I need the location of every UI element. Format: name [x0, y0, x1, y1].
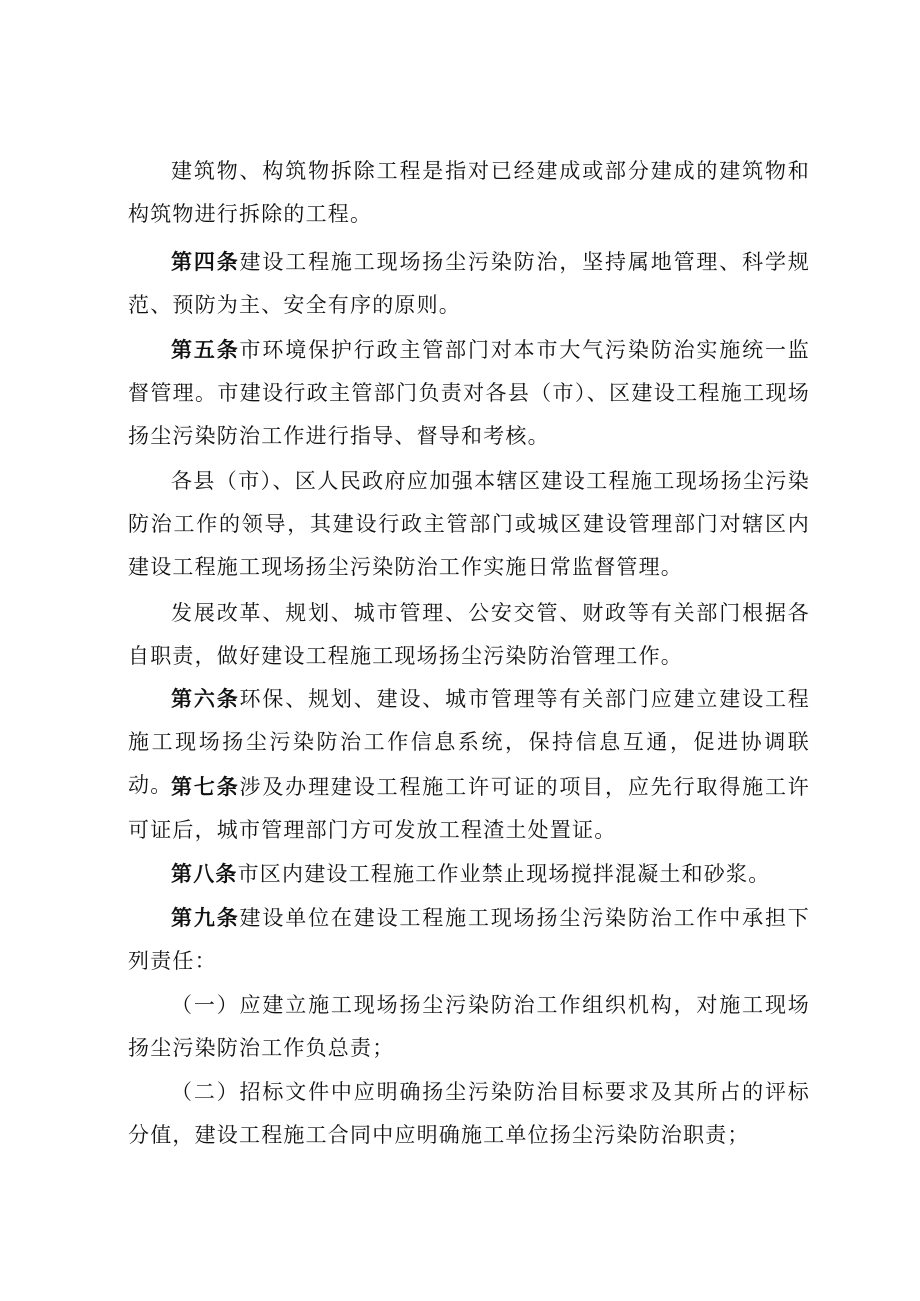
paragraph-text: （一）应建立施工现场扬尘污染防治工作组织机构，对施工现场扬尘污染防治工作负总责；	[128, 993, 810, 1060]
paragraph-text: 涉及办理建设工程施工许可证的项目，应先行取得施工许可证后，城市管理部门方可发放工程渣土处置证。	[128, 775, 811, 842]
article-lead: 第七条	[171, 774, 240, 799]
article-lead: 第八条	[171, 861, 238, 886]
article-lead: 第四条	[171, 249, 240, 274]
paragraph-text: 建筑物、构筑物拆除工程是指对已经建成或部分建成的建筑物和构筑物进行拆除的工程。	[128, 159, 810, 226]
paragraph-article-7	[128, 765, 810, 852]
paragraph-article-9	[128, 896, 810, 983]
paragraph-demolition-definition	[128, 149, 810, 236]
paragraph-article-5	[128, 328, 810, 458]
paragraph-text: 建设工程施工现场扬尘污染防治，坚持属地管理、科学规范、预防为主、安全有序的原则。	[128, 250, 811, 317]
article-lead: 第九条	[171, 905, 240, 930]
paragraph-article-8	[128, 852, 810, 896]
paragraph-text: （二）招标文件中应明确扬尘污染防治目标要求及其所占的评标分值，建设工程施工合同中应明确施工单位扬尘污染防治职责；	[128, 1080, 810, 1147]
paragraph-item-2	[128, 1070, 810, 1157]
paragraph-item-1	[128, 983, 810, 1070]
paragraph-county-government	[128, 459, 810, 589]
paragraph-article-4	[128, 240, 810, 327]
paragraph-text: 各县（市）、区人民政府应加强本辖区建设工程施工现场扬尘污染防治工作的领导，其建设行政主管部门或城区建设管理部门对辖区内建设工程施工现场扬尘污染防治工作实施日常监督管理。	[128, 469, 810, 579]
paragraph-text: 发展改革、规划、城市管理、公安交管、财政等有关部门根据各自职责，做好建设工程施工现场扬尘污染防治管理工作。	[128, 601, 810, 668]
paragraph-text: 市区内建设工程施工作业禁止现场搅拌混凝土和砂浆。	[237, 862, 771, 886]
paragraph-related-departments	[128, 591, 810, 678]
article-lead: 第六条	[171, 686, 240, 711]
article-lead: 第五条	[171, 337, 240, 362]
paragraph-text: 建设单位在建设工程施工现场扬尘污染防治工作中承担下列责任：	[128, 906, 811, 973]
paragraph-text: 市环境保护行政主管部门对本市大气污染防治实施统一监督管理。市建设行政主管部门负责对各县（市）、区建设工程施工现场扬尘污染防治工作进行指导、督导和考核。	[128, 338, 811, 448]
paragraph-text: 环保、规划、建设、城市管理等有关部门应建立建设工程施工现场扬尘污染防治工作信息系统，保持信息互通，促进协调联动。	[128, 687, 811, 797]
